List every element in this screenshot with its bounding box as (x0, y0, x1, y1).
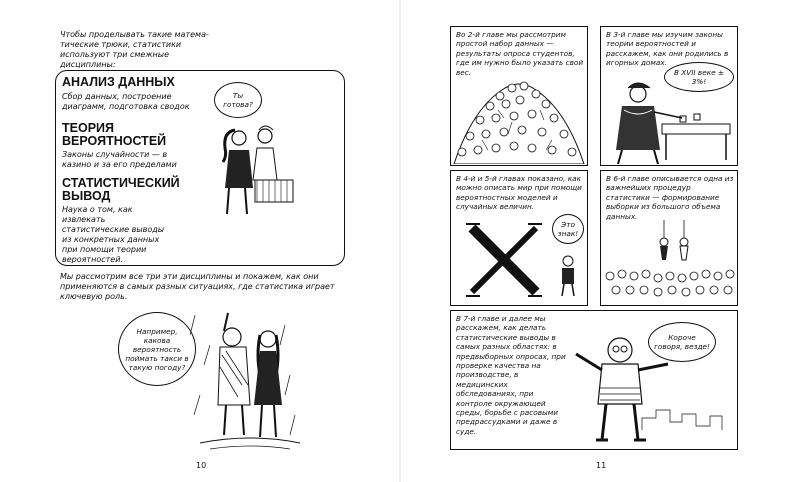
gambler-illustration (602, 80, 736, 164)
intro-text: Чтобы проделывать такие матема-тические трюки, статистики используют три смежные дисциплины: (60, 30, 209, 69)
speech-bubble-ready: Ты готова? (214, 82, 262, 118)
panel-chapter-3-text: В 3-й главе мы изучим законы теории вероятностей и расскажем, как они родились в игорных домах. (606, 30, 729, 68)
section-text-probability: Законы случайности — в казино и за его пределами (62, 150, 177, 169)
rain-illustration (190, 305, 300, 455)
big-x-sign (464, 220, 544, 300)
two-women-illustration (205, 118, 295, 218)
page-fold (399, 0, 401, 482)
section-text-inference: Наука о том, как извлекать статистические выводы из конкретных данных при помощи теории вероятностей. (62, 205, 165, 264)
speech-bubble-17th-century: В XVII веке ± 3%! (664, 62, 734, 92)
page-number-right: 11 (596, 461, 607, 470)
speech-bubble-taxi: Например, какова вероятность поймать такси в такую погоду? (118, 312, 196, 386)
speech-bubble-everywhere: Короче говоря, везде! (648, 322, 716, 362)
speech-bubble-sign: Это знак! (552, 214, 584, 244)
teacher-illustration (572, 330, 736, 448)
sampling-crowd-illustration (602, 220, 736, 304)
crowd-pile-illustration (452, 70, 586, 164)
panel-chapter-2-text: Во 2-й главе мы рассмотрим простой набор данных — результаты опроса студентов, где им нужно было указать свой вес. (456, 30, 584, 77)
section-title-inference: СТАТИСТИЧЕСКИЙ ВЫВОД (62, 176, 180, 203)
section-title-probability: ТЕОРИЯ ВЕРОЯТНОСТЕЙ (62, 121, 167, 148)
page-number-left: 10 (196, 461, 207, 470)
panel-chapter-6-text: В 6-й главе описывается одна из важнейших процедур статистики — формирование выборки из большого объема данных. (606, 174, 734, 221)
overview-paragraph: Мы рассмотрим все три эти дисциплины и покажем, как они применяются в самых разных ситуациях, где статистика играет ключевую роль. (60, 272, 335, 301)
section-text-data-analysis: Сбор данных, построение диаграмм, подготовка сводок (62, 92, 190, 111)
panel-chapter-4-5-text: В 4-й и 5-й главах показано, как можно описать мир при помощи вероятностных моделей и случайных величин. (456, 174, 582, 212)
small-person-icon (556, 254, 580, 298)
section-title-data-analysis: АНАЛИЗ ДАННЫХ (62, 75, 175, 89)
panel-chapter-7-text: В 7-й главе и далее мы расскажем, как делать статистические выводы в самых разных областях: в предвыборных опросах, при проверке качества на производстве, в медицинских обследованиях, при контроле окружающей среды, борьбе с расовыми предрассудками и даже в суде. (456, 314, 566, 436)
